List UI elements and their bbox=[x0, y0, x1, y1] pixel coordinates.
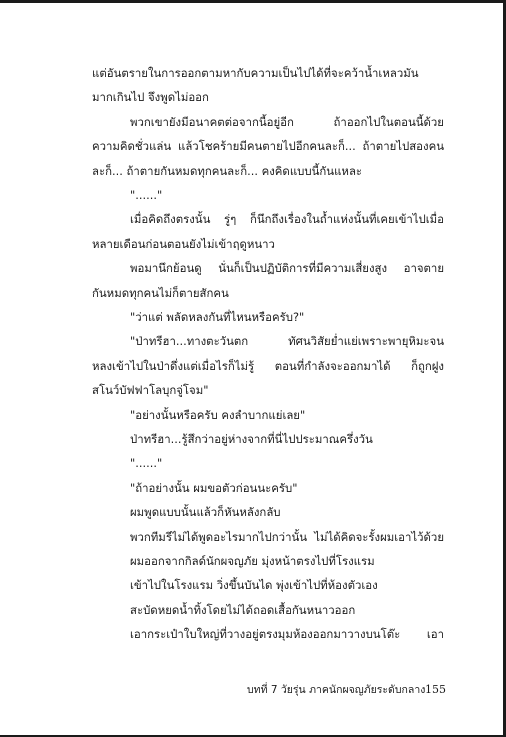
text-line-4: ความคิดชั่วแล่น แล้วโชคร้ายมีคนตายไปอีกคนละก็... ถ้าตายไปสองคน bbox=[92, 139, 444, 154]
text-line-18: "ถ้าอย่างนั้น ผมขอตัวก่อนนะครับ" bbox=[130, 480, 298, 495]
text-line-9: พอมานึกย้อนดู นั่นก็เป็นปฏิบัติการที่มีความเสี่ยงสูง อาจตาย bbox=[130, 261, 444, 276]
page-footer bbox=[0, 680, 506, 700]
text-line-16: ป่าทรีฮา...รู้สึกว่าอยู่ห่างจากที่นี่ไปประมาณครึ่งวัน bbox=[130, 432, 373, 446]
text-line-7: เมื่อคิดถึงตรงนั้น รู่ๆ ก็นึกถึงเรื่องในถ้ำแห่งนั้นที่เคยเข้าไปเมื่อ bbox=[130, 212, 444, 227]
text-line-2: มากเกินไป จึงพูดไม่ออก bbox=[92, 90, 209, 105]
chapter-title: บทที่ 7 วัยรุ่น ภาคนักผจญภัยระดับกลาง bbox=[247, 684, 426, 696]
text-line-11: "ว่าแต่ พลัดหลงกันที่ไหนหรือครับ?" bbox=[130, 310, 305, 324]
text-line-12: "ป่าทรีฮา...ทางตะวันตก ทัศนวิสัยย่ำแย่เพราะพายุหิมะจน bbox=[130, 334, 444, 349]
text-line-23: สะบัดหยดน้ำทิ้งโดยไม่ได้ถอดเสื้อกันหนาวออก bbox=[130, 602, 356, 617]
text-line-14: สโนว์บัฟฟาโลบุกจู่โจม" bbox=[92, 383, 209, 398]
text-line-6: "......" bbox=[130, 188, 163, 202]
text-line-22: เข้าไปในโรงแรม วิ่งขึ้นบันได พุ่งเข้าไปที่ห้องตัวเอง bbox=[130, 578, 378, 593]
text-line-10: กันหมดทุกคนไม่ก็ตายสักคน bbox=[92, 285, 229, 300]
page-border-top bbox=[0, 0, 506, 3]
text-line-17: "......" bbox=[130, 456, 163, 471]
text-line-20: พวกทีมรีไม่ได้พูดอะไรมากไปกว่านั้น ไม่ได้คิดจะรั้งผมเอาไว้ด้วย bbox=[130, 529, 444, 544]
text-line-19: ผมพูดแบบนั้นแล้วก็หันหลังกลับ bbox=[130, 505, 281, 520]
text-line-3: พวกเขายังมีอนาคตต่อจากนี้อยู่อีก ถ้าออกไปในตอนนี้ด้วย bbox=[130, 114, 444, 129]
text-line-8: หลายเดือนก่อนตอนยังไม่เข้าฤดูหนาว bbox=[92, 236, 275, 251]
text-line-15: "อย่างนั้นหรือครับ คงลำบากแย่เลย" bbox=[130, 407, 306, 422]
page-number: 155 bbox=[425, 683, 446, 696]
text-line-13: หลงเข้าไปในป่าดึ่งแต่เมื่อไรก็ไม่รู้ ตอนที่กำลังจะออกมาได้ ก็ถูกฝูง bbox=[92, 358, 444, 373]
text-line-21: ผมออกจากกิลด์นักผจญภัย มุ่งหน้าตรงไปที่โรงแรม bbox=[130, 554, 375, 568]
text-line-1: แต่อันตรายในการออกตามหากับความเป็นไปได้ที่จะคว้าน้ำเหลวมัน bbox=[92, 66, 419, 80]
text-line-24: เอากระเป๋าใบใหญ่ที่วางอยู่ตรงมุมห้องออกมาวางบนโต๊ะ เอา bbox=[130, 627, 444, 642]
text-line-5: ละก็... ถ้าตายกันหมดทุกคนละก็... คงคิดแบบนี้กันแหละ bbox=[92, 163, 363, 178]
